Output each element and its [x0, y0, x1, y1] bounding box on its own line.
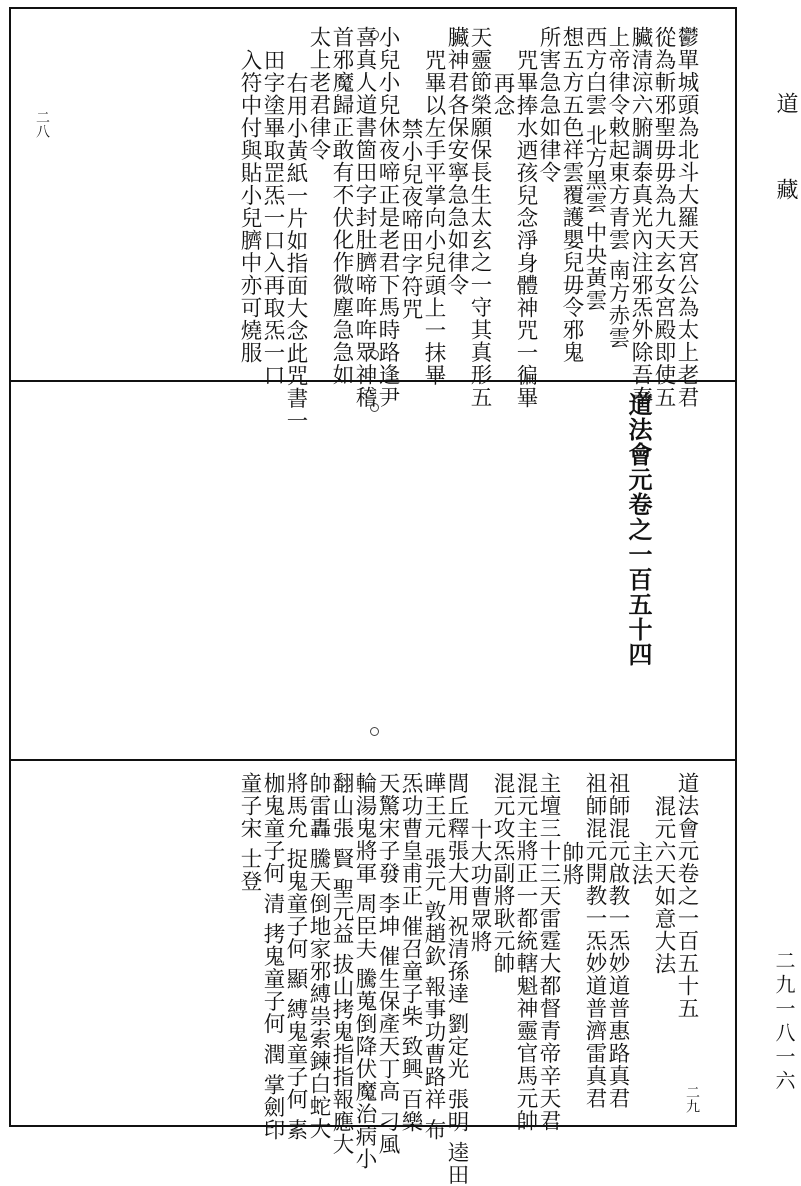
- text-column: 田字塗畢取罡炁一口入再取炁一口: [260, 49, 285, 387]
- text-column: 童子宋 士登: [237, 772, 262, 893]
- text-column: 十大功曹眾將: [467, 818, 492, 953]
- text-column: 閭丘釋張大用 祝清孫達 劉定光 張明 逵田: [444, 772, 469, 1186]
- volume-heading: 道法會元卷之一百五十五: [674, 772, 699, 1020]
- text-column: 天靈節榮願保長生太玄之一守其真形五: [467, 26, 492, 409]
- text-column: 臟清涼六腑調泰真光內注邪炁外除吾奉: [628, 26, 653, 409]
- text-column: 鬱單城頭為北斗大羅天宮公為太上老君: [674, 26, 699, 409]
- text-column: 主法: [628, 841, 653, 886]
- lower-divider: [9, 759, 737, 761]
- text-column: 混元主將正一都統轄魁神靈官馬元帥: [513, 772, 538, 1132]
- text-column: 首邪魔歸正敢有不伏化作微塵急急如: [329, 26, 354, 386]
- text-column: 從為斬邪聖毋毋為九天玄女宮殿即使五: [651, 26, 676, 409]
- text-column: 天驚宋子發 李坤 催生保產天丁高 刁風: [375, 772, 400, 1156]
- text-column: 咒畢捧水迺孩兒念淨身體神咒一徧畢: [513, 49, 538, 409]
- text-column: 小兒小兒休夜啼正是老君下馬時路逢尹: [375, 26, 400, 409]
- binding-hole: [370, 727, 379, 736]
- text-column: 咒畢以左手平掌向小兒頭上一抹畢: [421, 49, 446, 387]
- lower-text-block: [38, 772, 699, 1186]
- folio-number: 二九一八一六: [772, 950, 796, 1094]
- text-column: 輪湯鬼將軍 周臣夫 騰蒐倒降伏魔治病小: [352, 772, 377, 1171]
- text-column: 再念: [490, 72, 515, 117]
- page-number: 二九: [684, 1085, 700, 1113]
- text-column: 西方白雲 北方黑雲 中央黃雲: [582, 26, 607, 312]
- text-column: 禁小兒夜啼田字符咒: [398, 118, 423, 321]
- middle-title-block: [600, 392, 653, 667]
- collection-mark-second: 藏: [773, 178, 798, 200]
- text-column: 主壇三十三天雷霆大都督青帝辛天君: [536, 772, 561, 1132]
- text-column: 帥將: [559, 841, 584, 886]
- text-column: 將馬允 捉鬼童子何 顯 縛鬼童子何 素: [283, 772, 308, 1141]
- collection-mark-top: 道: [773, 92, 798, 114]
- upper-text-block: [38, 26, 699, 432]
- text-column: 臟神君各保安寧急急如律令: [444, 26, 469, 296]
- volume-title: 道法會元卷之一百五十四: [624, 392, 653, 667]
- text-column: 太上老君律令: [306, 26, 331, 161]
- text-column: 喜真人道書箇田字封肚臍啼哖哖眾神稽: [352, 26, 377, 409]
- text-column: 上帝律令敕起東方青雲 南方赤雲: [605, 26, 630, 349]
- text-column: 枷鬼童子何 清 拷鬼童子何 潤 掌劍印: [260, 772, 285, 1141]
- text-column: 右用小黃紙一片如指面大念此咒書一: [283, 72, 308, 432]
- text-column: 曄王元 張元 敦趙欽 報事功曹路祥 布: [421, 772, 446, 1141]
- section-heading: 混元六天如意大法: [651, 795, 676, 975]
- text-column: 炁功曹皇甫正 催召童子柴 致興 百樂: [398, 772, 423, 1134]
- text-column: 祖師混元開教一炁妙道普濟雷真君: [582, 772, 607, 1110]
- page-number: 二八: [34, 110, 50, 138]
- text-column: 想五方五色祥雲覆護嬰兒毋令邪鬼: [559, 26, 584, 364]
- text-column: 所害急急如律令: [536, 26, 561, 184]
- text-column: 混元攻炁副將耿元帥: [490, 772, 515, 975]
- text-column: 入符中付與貼小兒臍中亦可燒服: [237, 49, 262, 364]
- text-column: 帥雷轟 騰天倒地家邪縛祟索鍊白蛇大: [306, 772, 331, 1140]
- text-column: 祖師混元啟教一炁妙道普惠路真君: [605, 772, 630, 1110]
- text-column: 翻山張 賢 聖元益 拔山拷鬼指指報應大: [329, 772, 354, 1156]
